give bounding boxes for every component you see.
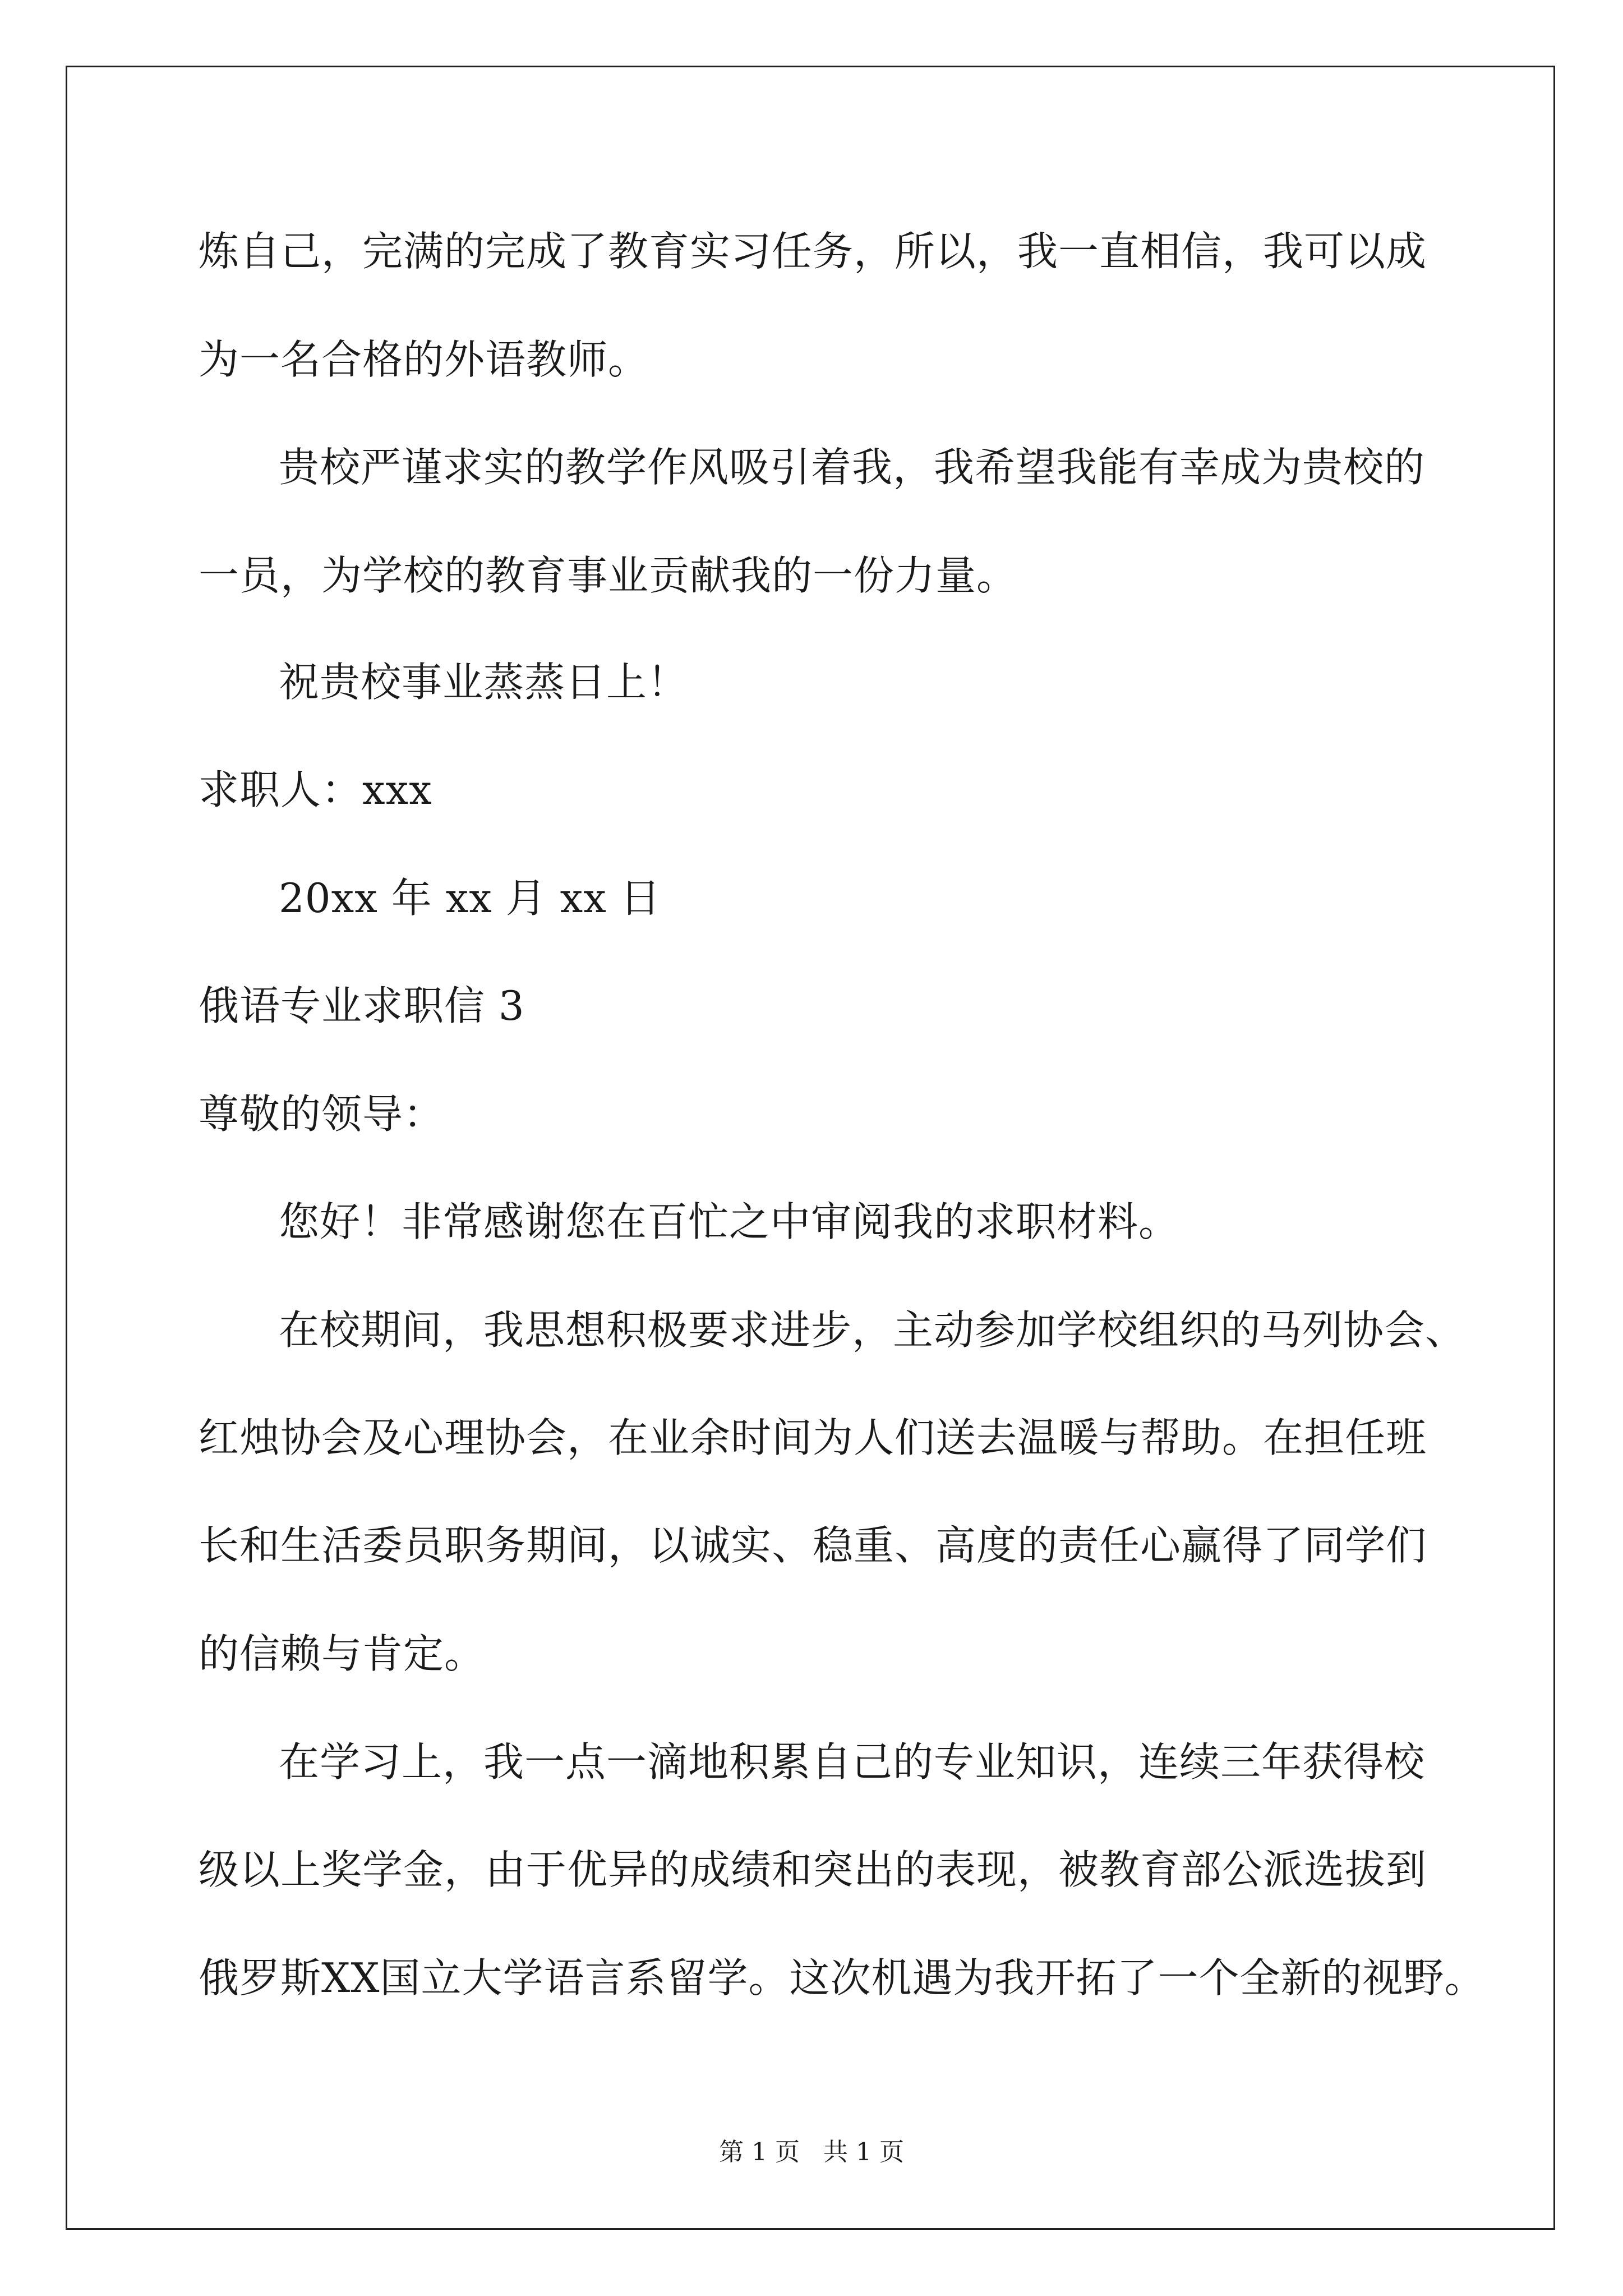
greeting-line: 您好！非常感谢您在百忙之中审阅我的求职材料。 — [279, 1198, 1180, 1245]
paragraph-line-15: 在学习上，我一点一滴地积累自己的专业知识，连续三年获得校 — [279, 1738, 1426, 1786]
paragraph-line-12: 红烛协会及心理协会，在业余时间为人们送去温暖与帮助。在担任班 — [199, 1414, 1427, 1461]
paragraph-line-13: 长和生活委员职务期间，以诚实、稳重、高度的责任心赢得了同学们 — [199, 1522, 1427, 1569]
letter-date: 20xx 年 xx 月 xx 日 — [279, 875, 661, 922]
closing-wish: 祝贵校事业蒸蒸日上！ — [279, 659, 689, 706]
paragraph-line-2: 为一名合格的外语教师。 — [199, 336, 649, 383]
paragraph-line-16: 级以上奖学金，由于优异的成绩和突出的表现，被教育部公派选拔到 — [199, 1846, 1427, 1893]
paragraph-line-17: 俄罗斯XX国立大学语言系留学。这次机遇为我开拓了一个全新的视野。 — [199, 1954, 1486, 2001]
paragraph-line-1: 炼自己，完满的完成了教育实习任务，所以，我一直相信，我可以成 — [199, 228, 1427, 275]
salutation: 尊敬的领导： — [199, 1091, 445, 1138]
page-border — [66, 66, 1555, 2230]
section-title: 俄语专业求职信 3 — [199, 982, 525, 1029]
applicant-signature: 求职人：xxx — [199, 766, 432, 813]
paragraph-line-14: 的信赖与肯定。 — [199, 1630, 486, 1677]
paragraph-line-3: 贵校严谨求实的教学作风吸引着我，我希望我能有幸成为贵校的 — [279, 444, 1426, 491]
paragraph-line-11: 在校期间，我思想积极要求进步，主动参加学校组织的马列协会、 — [279, 1306, 1467, 1354]
page-footer: 第 1 页 共 1 页 — [719, 2138, 904, 2166]
paragraph-line-4: 一员，为学校的教育事业贡献我的一份力量。 — [199, 552, 1018, 599]
